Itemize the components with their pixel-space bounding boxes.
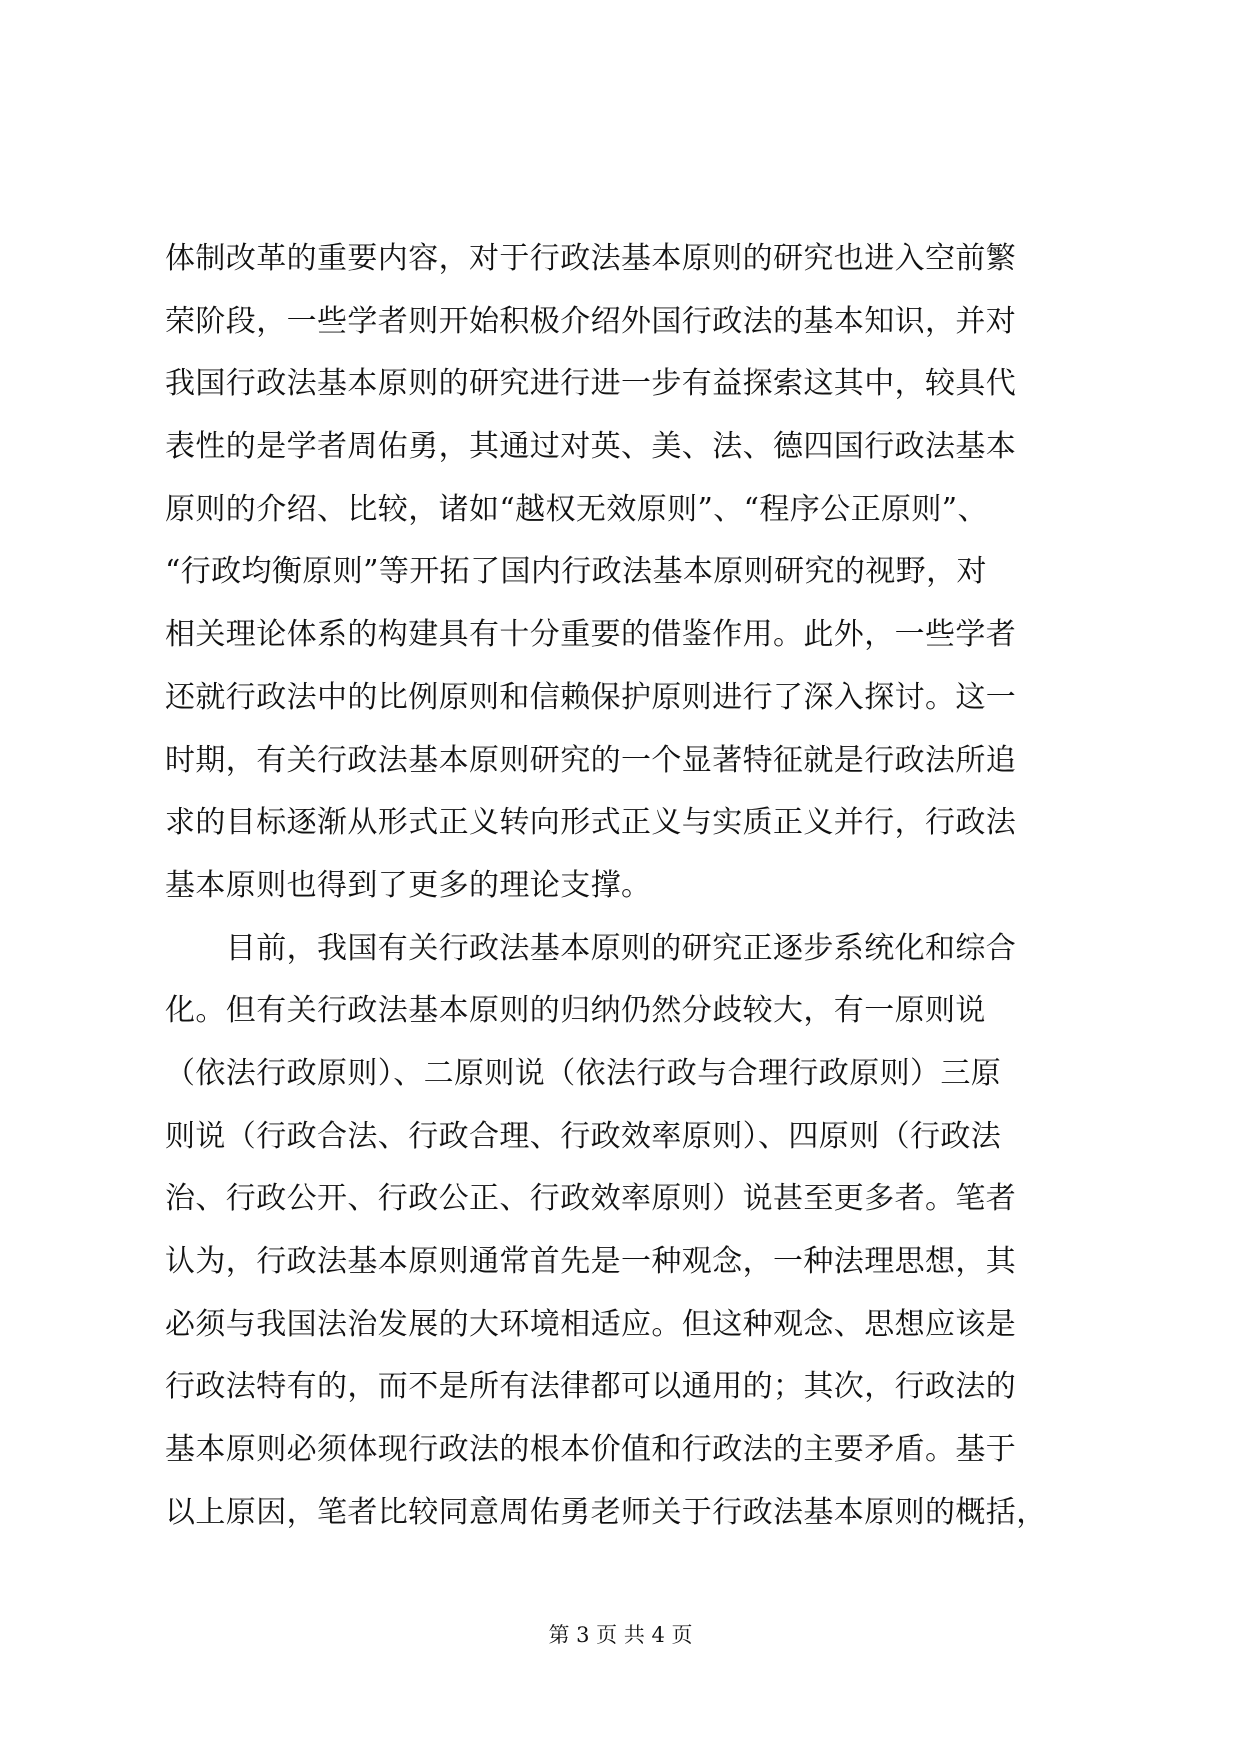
text-line: 必须与我国法治发展的大环境相适应。但这种观念、思想应该是 (165, 1306, 1017, 1342)
text-line: 认为，行政法基本原则通常首先是一种观念，一种法理思想，其 (165, 1244, 1017, 1279)
text-line: 基本原则也得到了更多的理论支撑。 (165, 867, 652, 903)
text-line: 化。但有关行政法基本原则的归纳仍然分歧较大，有一原则说 (165, 993, 986, 1029)
body-text (165, 228, 1080, 1544)
text-line: 以上原因，笔者比较同意周佑勇老师关于行政法基本原则的概括， (165, 1494, 1047, 1530)
text-line: 体制改革的重要内容，对于行政法基本原则的研究也进入空前繁 (165, 241, 1017, 276)
text-line: 时期，有关行政法基本原则研究的一个显著特征就是行政法所追 (165, 742, 1017, 778)
text-line: （依法行政原则）、二原则说（依法行政与合理行政原则）三原 (165, 1055, 1002, 1091)
text-line: 相关理论体系的构建具有十分重要的借鉴作用。此外，一些学者 (165, 617, 1017, 653)
text-line: 治、行政公开、行政公正、行政效率原则）说甚至更多者。笔者 (165, 1181, 1017, 1217)
text-line: 基本原则必须体现行政法的根本价值和行政法的主要矛盾。基于 (165, 1432, 1017, 1468)
page-number-footer: 第 3 页 共 4 页 (548, 1623, 693, 1647)
text-line: 则说（行政合法、行政合理、行政效率原则）、四原则（行政法 (165, 1118, 1002, 1154)
text-line: 目前，我国有关行政法基本原则的研究正逐步系统化和综合 (165, 930, 1017, 966)
paragraph-1 (165, 228, 1080, 918)
text-line: 原则的介绍、比较，诸如“越权无效原则”、“程序公正原则”、 (165, 491, 988, 527)
text-line: 荣阶段，一些学者则开始积极介绍外国行政法的基本知识，并对 (165, 303, 1017, 339)
text-line: 行政法特有的，而不是所有法律都可以通用的；其次，行政法的 (165, 1369, 1017, 1405)
text-line: 还就行政法中的比例原则和信赖保护原则进行了深入探讨。这一 (165, 679, 1017, 715)
text-line: 求的目标逐渐从形式正义转向形式正义与实质正义并行，行政法 (165, 805, 1017, 841)
paragraph-2 (165, 918, 1080, 1545)
text-line: “行政均衡原则”等开拓了国内行政法基本原则研究的视野，对 (165, 554, 987, 590)
text-line: 表性的是学者周佑勇，其通过对英、美、法、德四国行政法基本 (165, 429, 1017, 465)
text-line: 我国行政法基本原则的研究进行进一步有益探索这其中，较具代 (165, 366, 1017, 402)
